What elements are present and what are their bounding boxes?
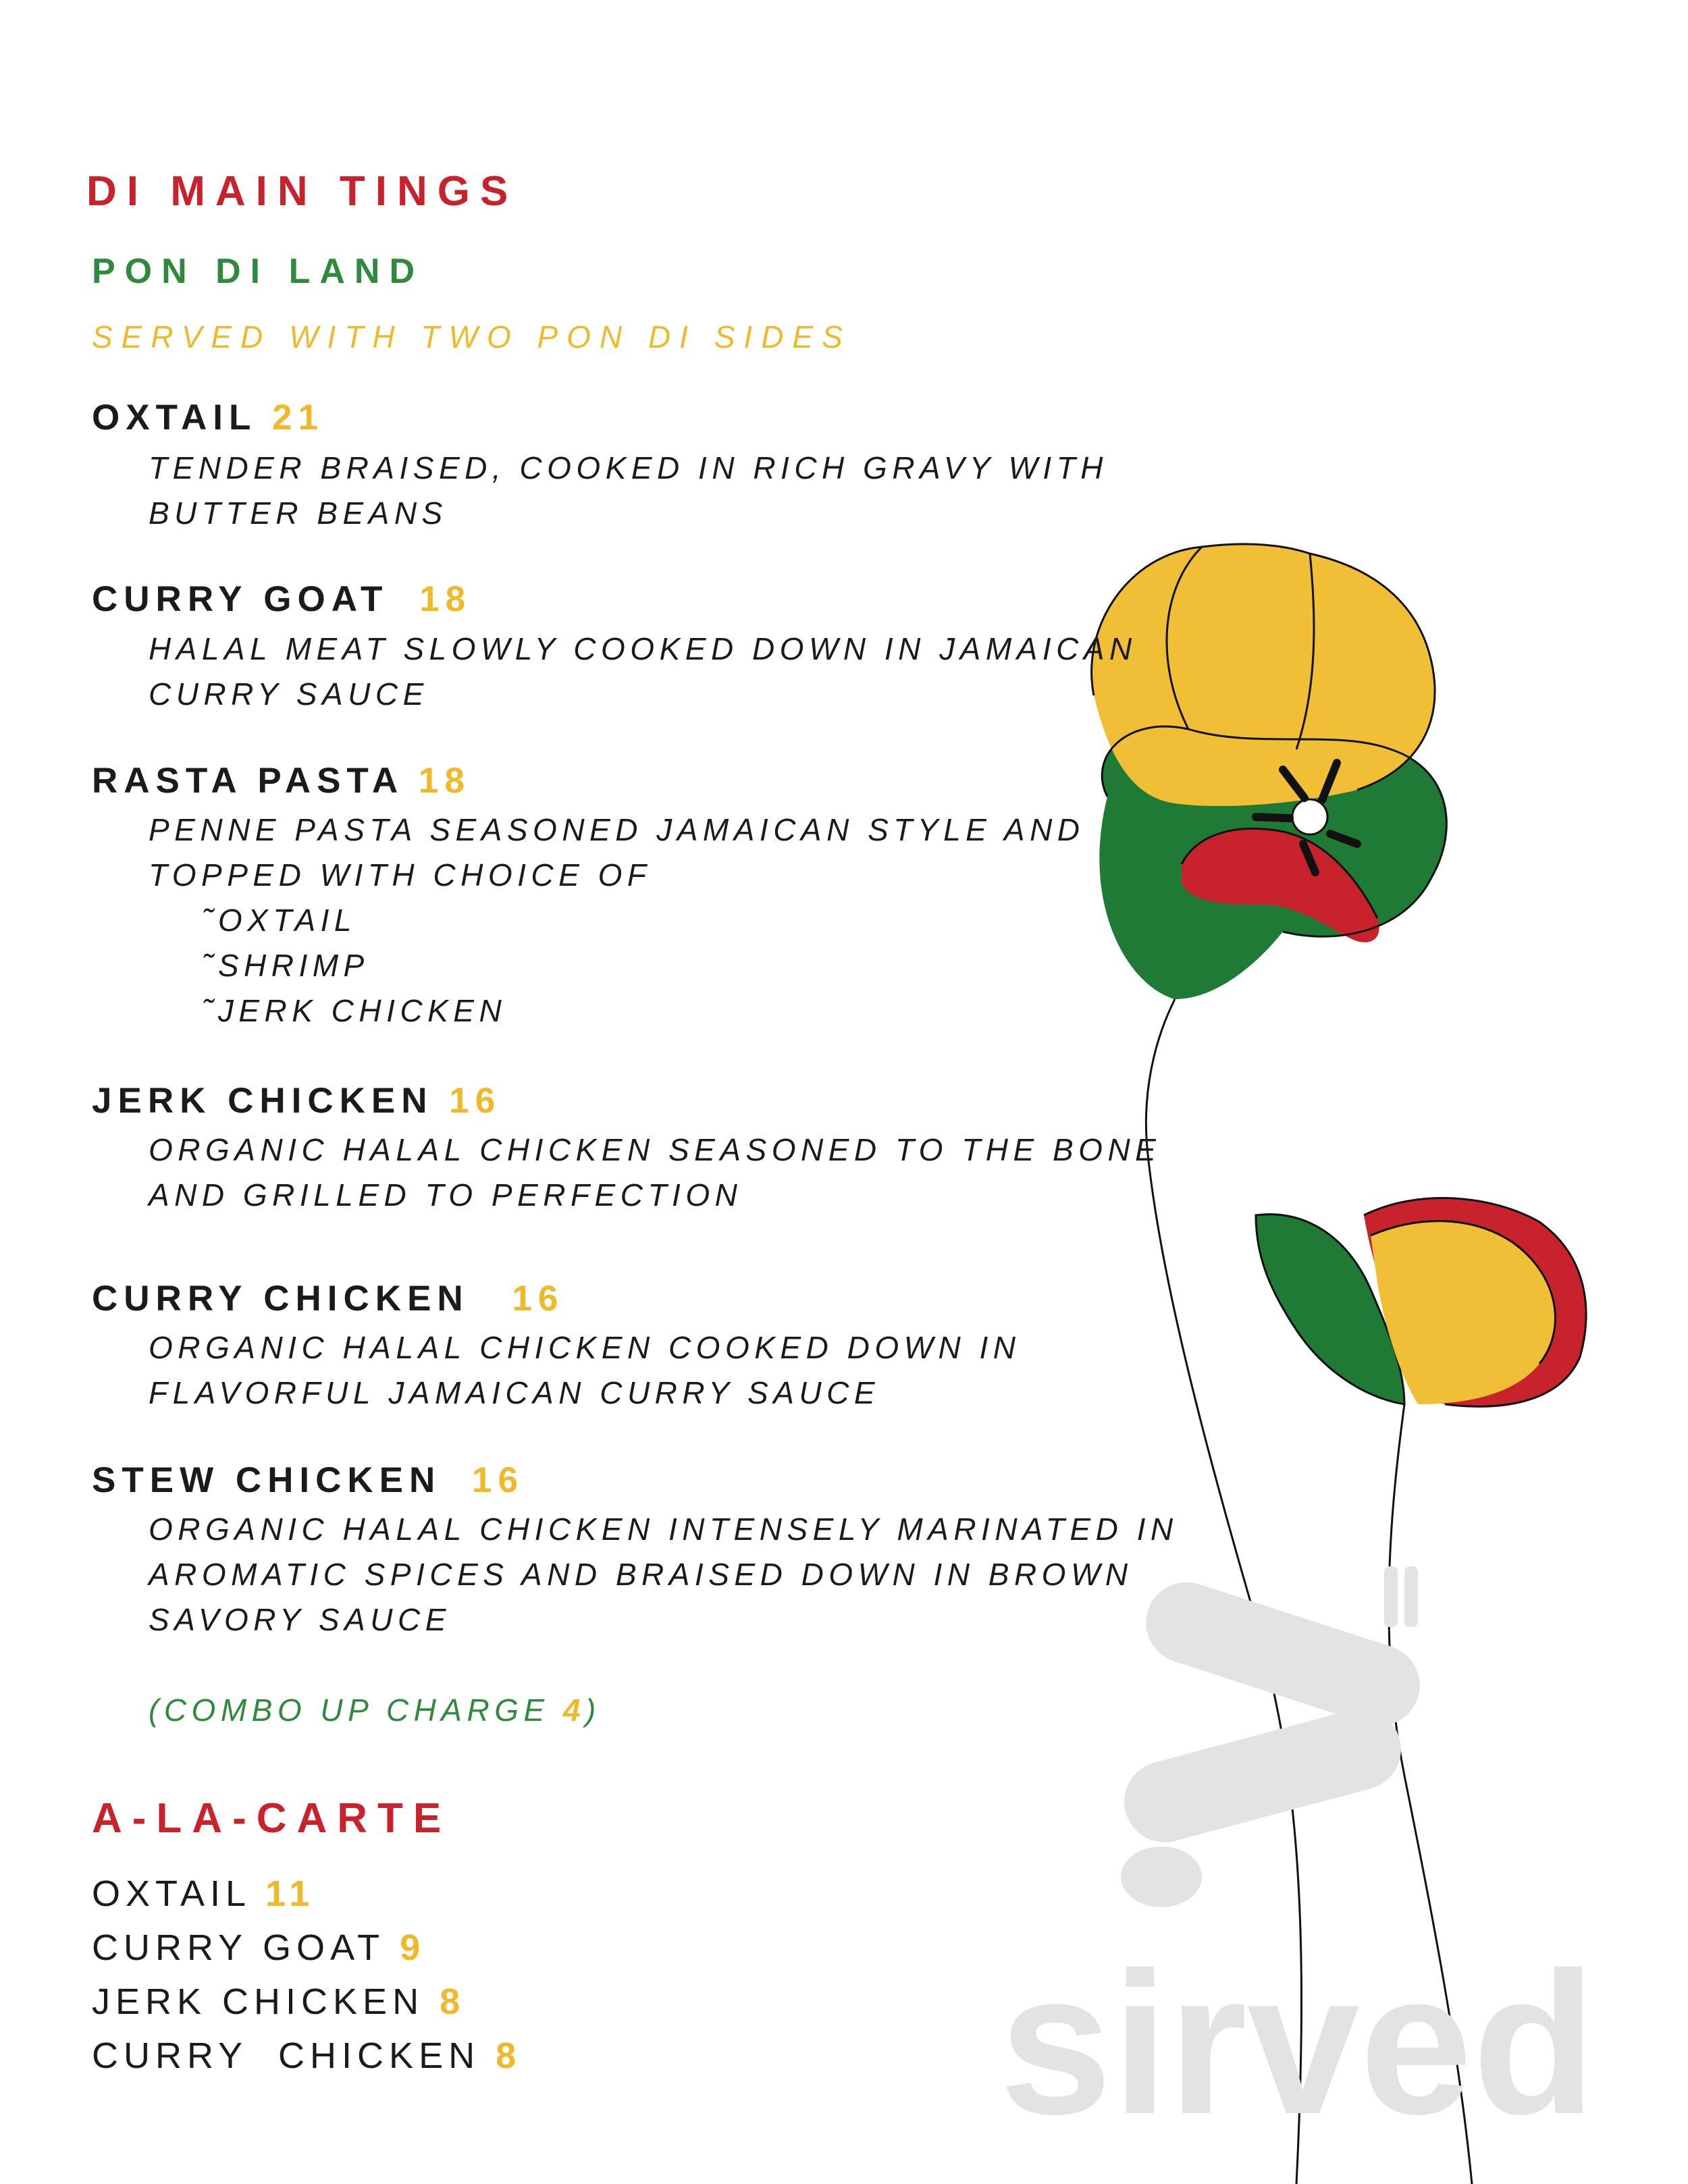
- section-title: DI MAIN TINGS: [86, 168, 519, 215]
- description-line: TENDER BRAISED, COOKED IN RICH GRAVY WITH: [149, 450, 1109, 485]
- description-line: TOPPED WITH CHOICE OF: [149, 857, 652, 893]
- alacarte-item-name: JERK CHICKEN: [92, 1981, 425, 2022]
- alacarte-item: [92, 1921, 521, 1975]
- description-line: SAVORY SAUCE: [149, 1602, 451, 1637]
- menu-item-name: [92, 1278, 564, 1319]
- tagline: SERVED WITH TWO PON DI SIDES: [92, 319, 851, 354]
- watermark-text: sirved: [999, 1929, 1596, 2133]
- item-name: OXTAIL: [92, 398, 257, 437]
- combo-note: [149, 1692, 601, 1728]
- option-line: ˜JERK CHICKEN: [203, 993, 507, 1028]
- description-line: AND GRILLED TO PERFECTION: [149, 1177, 743, 1213]
- menu-item-name: [92, 760, 471, 801]
- alacarte-list: [92, 1867, 521, 2083]
- item-description: [149, 1507, 1178, 1643]
- item-description: [149, 1325, 1021, 1416]
- option-line: ˜OXTAIL: [203, 903, 357, 938]
- item-name: RASTA PASTA: [92, 761, 403, 801]
- alacarte-item-name: CURRY GOAT: [92, 1927, 385, 1968]
- item-name: STEW CHICKEN: [92, 1460, 442, 1500]
- description-line: AROMATIC SPICES AND BRAISED DOWN IN BROWN: [149, 1557, 1133, 1592]
- alacarte-item: [92, 1975, 521, 2029]
- combo-prefix: (COMBO UP CHARGE: [149, 1693, 563, 1728]
- description-line: FLAVORFUL JAMAICAN CURRY SAUCE: [149, 1375, 880, 1410]
- alacarte-item-price: 9: [400, 1927, 426, 1968]
- alacarte-item-price: 11: [265, 1873, 315, 1914]
- description-line: BUTTER BEANS: [149, 496, 448, 531]
- description-line: ORGANIC HALAL CHICKEN COOKED DOWN IN: [149, 1330, 1021, 1365]
- alacarte-item-price: 8: [496, 2035, 522, 2076]
- item-price: 21: [272, 398, 325, 437]
- description-line: CURRY SAUCE: [149, 676, 429, 712]
- combo-amount: 4: [562, 1693, 586, 1728]
- alacarte-item: [92, 1867, 521, 1921]
- item-price: 18: [419, 579, 472, 619]
- alacarte-item-name: OXTAIL: [92, 1873, 250, 1914]
- item-name: CURRY GOAT: [92, 579, 389, 619]
- menu-item-name: [92, 1460, 524, 1501]
- alacarte-title: A-LA-CARTE: [92, 1795, 452, 1842]
- menu-item-name: [92, 579, 471, 620]
- item-name: JERK CHICKEN: [92, 1081, 433, 1121]
- item-price: 16: [449, 1081, 502, 1121]
- alacarte-item-price: 8: [440, 1981, 466, 2022]
- menu-item-name: [92, 1080, 501, 1121]
- option-line: ˜SHRIMP: [203, 948, 369, 983]
- description-line: ORGANIC HALAL CHICKEN SEASONED TO THE BONE: [149, 1132, 1161, 1167]
- item-price: 16: [512, 1279, 564, 1319]
- item-options: [203, 898, 506, 1034]
- description-line: ORGANIC HALAL CHICKEN INTENSELY MARINATED IN: [149, 1512, 1178, 1547]
- item-description: [149, 1127, 1161, 1218]
- menu-item-name: [92, 397, 324, 438]
- subsection-title: PON DI LAND: [92, 252, 424, 291]
- item-description: [149, 807, 1085, 898]
- item-description: [149, 627, 1137, 717]
- combo-suffix: ): [585, 1693, 601, 1728]
- alacarte-item-name: CURRY CHICKEN: [92, 2035, 481, 2076]
- description-line: HALAL MEAT SLOWLY COOKED DOWN IN JAMAICAN: [149, 631, 1137, 666]
- item-name: CURRY CHICKEN: [92, 1279, 469, 1319]
- description-line: PENNE PASTA SEASONED JAMAICAN STYLE AND: [149, 812, 1085, 847]
- item-price: 18: [418, 761, 471, 801]
- alacarte-item: [92, 2029, 521, 2083]
- item-price: 16: [472, 1460, 524, 1500]
- item-description: [149, 446, 1108, 536]
